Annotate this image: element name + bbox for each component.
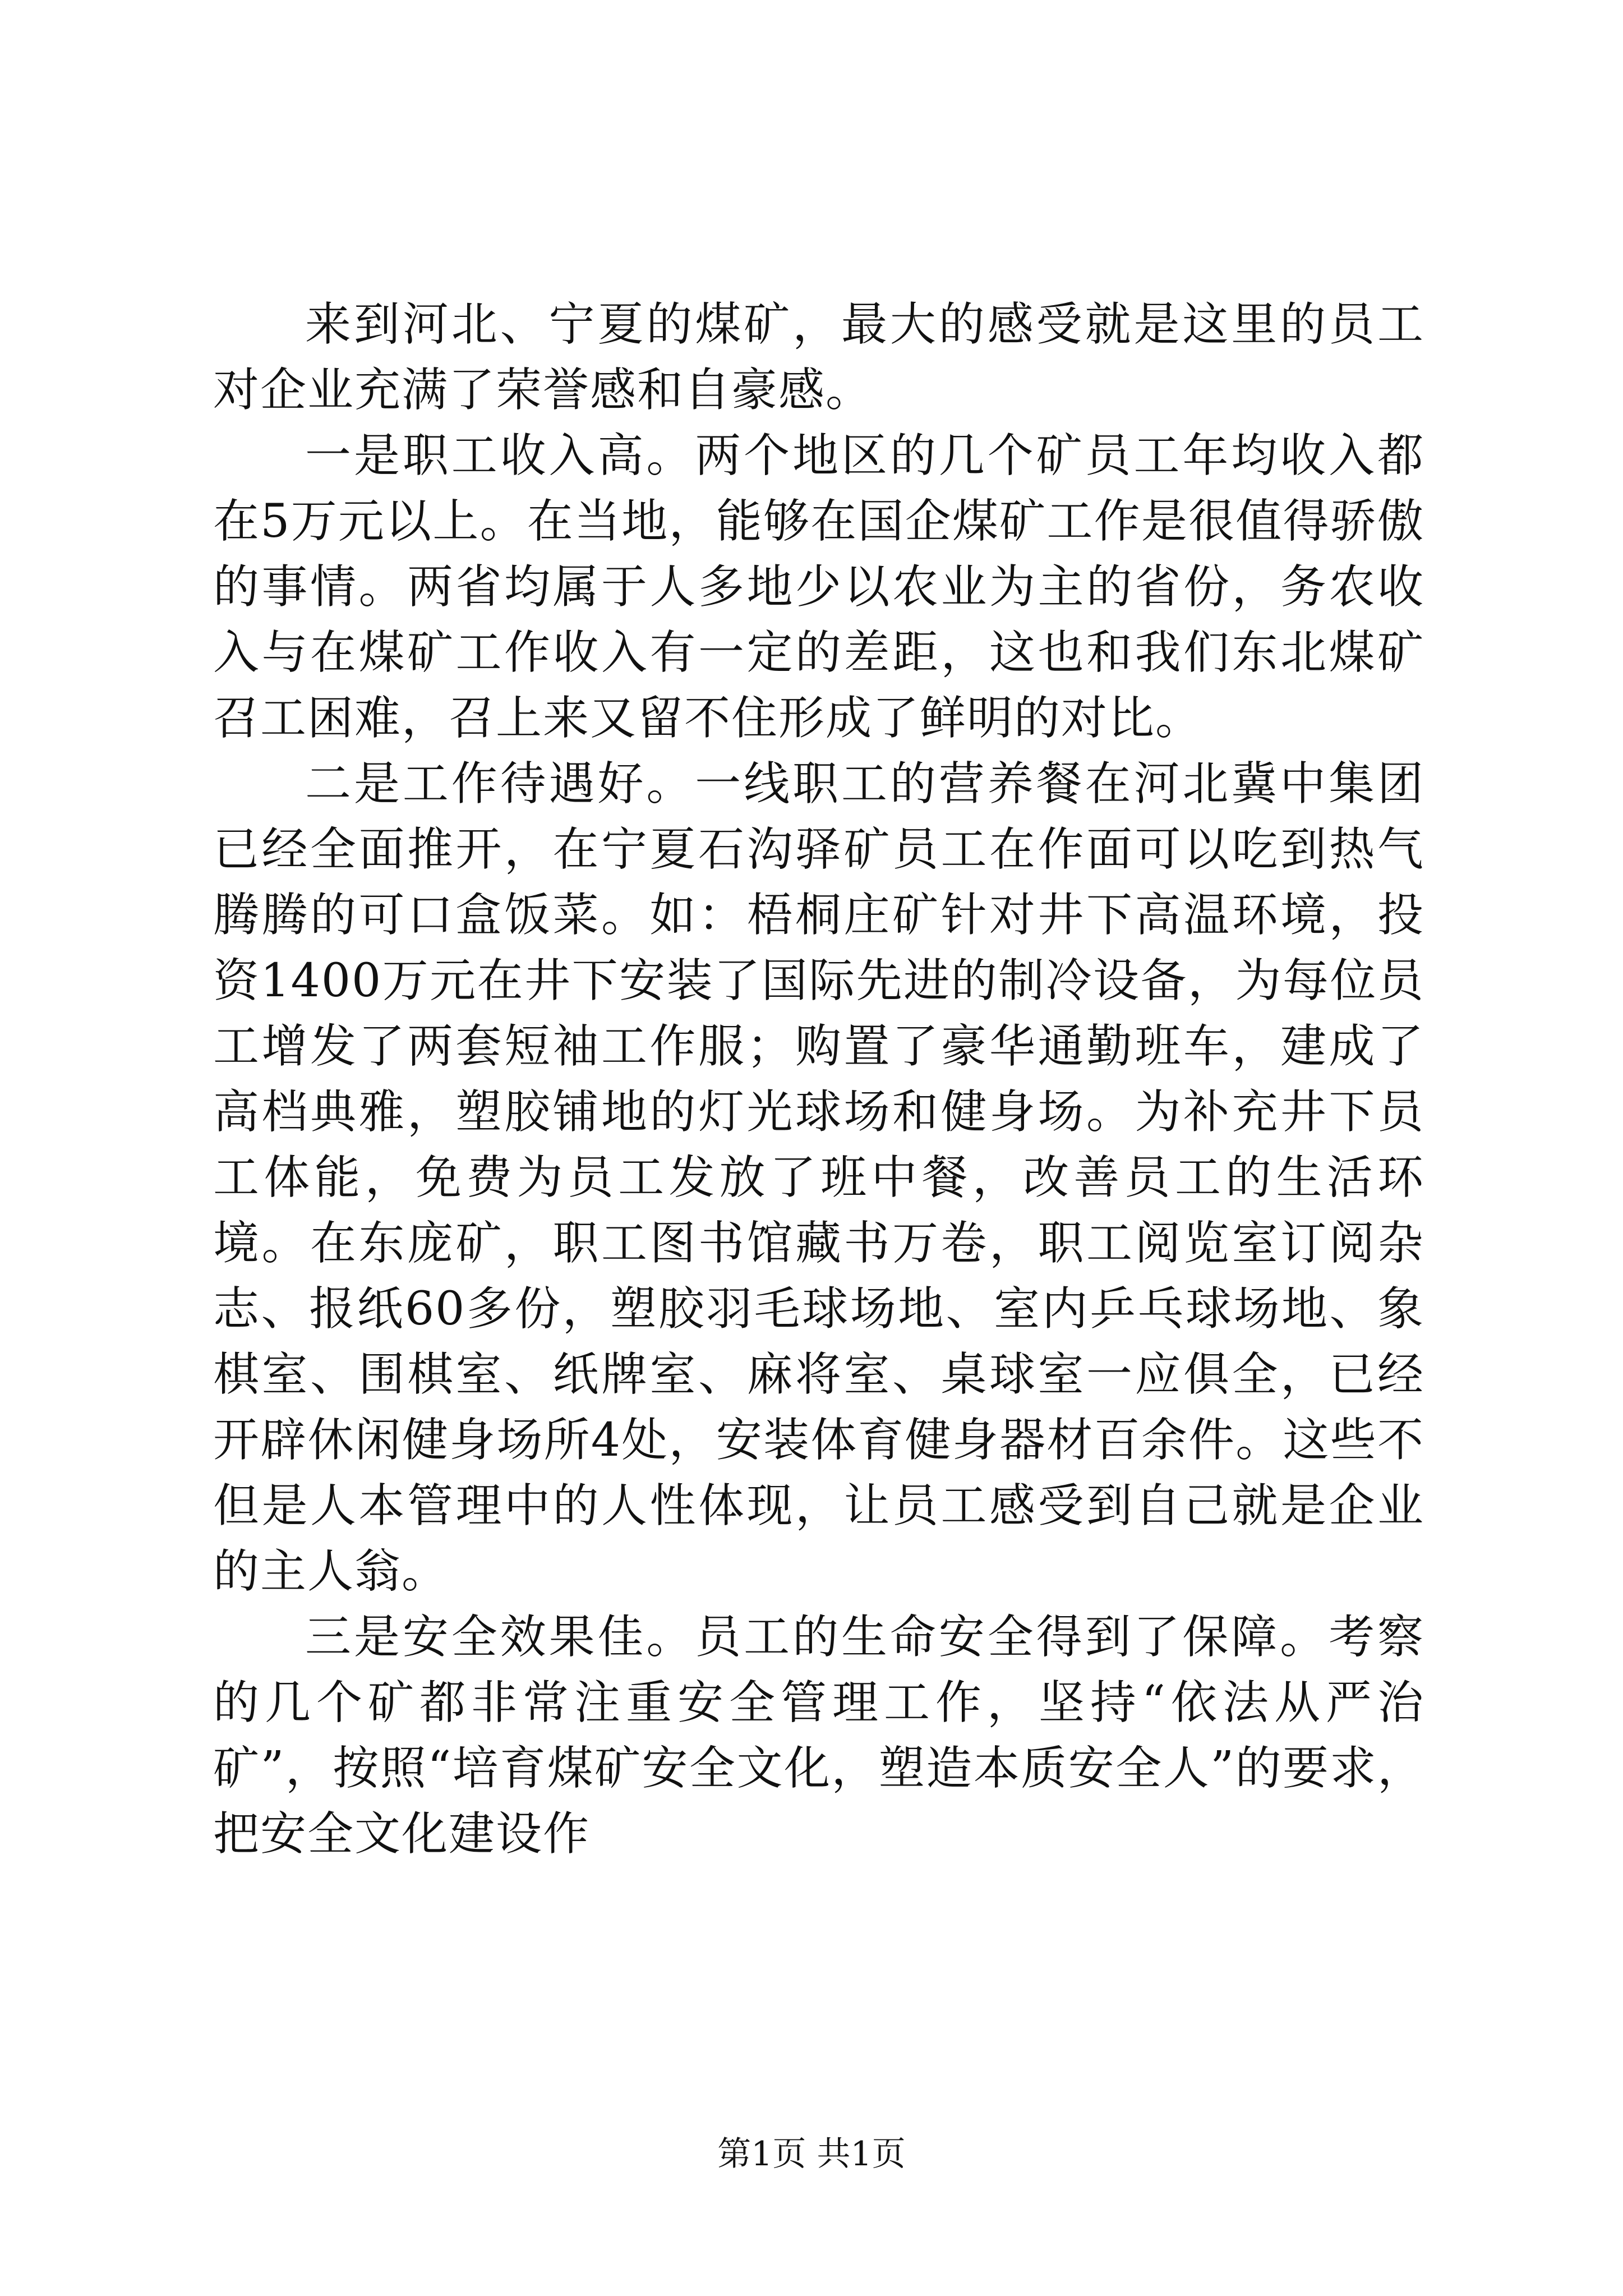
document-body	[213, 292, 1424, 1867]
paragraph-intro: 来到河北、宁夏的煤矿，最大的感受就是这里的员工对企业充满了荣誉感和自豪感。	[213, 298, 1424, 417]
paragraph-safety: 三是安全效果佳。员工的生命安全得到了保障。考察的几个矿都非常注重安全管理工作，坚持“依法从严治矿”，按照“培育煤矿安全文化，塑造本质安全人”的要求，把安全文化建设作	[213, 1611, 1424, 1861]
paragraph-income: 一是职工收入高。两个地区的几个矿员工年均收入都在5万元以上。在当地，能够在国企煤矿工作是很值得骄傲的事情。两省均属于人多地少以农业为主的省份，务农收入与在煤矿工作收入有一定的差距，这也和我们东北煤矿召工困难，召上来又留不住形成了鲜明的对比。	[213, 429, 1424, 745]
paragraph-treatment: 二是工作待遇好。一线职工的营养餐在河北冀中集团已经全面推开，在宁夏石沟驿矿员工在作面可以吃到热气腾腾的可口盒饭菜。如：梧桐庄矿针对井下高温环境，投资1400万元在井下安装了国际先进的制冷设备，为每位员工增发了两套短袖工作服；购置了豪华通勤班车，建成了高档典雅，塑胶铺地的灯光球场和健身场。为补充井下员工体能，免费为员工发放了班中餐，改善员工的生活环境。在东庞矿，职工图书馆藏书万卷，职工阅览室订阅杂志、报纸60多份，塑胶羽毛球场地、室内乒乓球场地、象棋室、围棋室、纸牌室、麻将室、桌球室一应俱全，已经开辟休闲健身场所4处，安装体育健身器材百余件。这些不但是人本管理中的人性体现，让员工感受到自己就是企业的主人翁。	[213, 757, 1424, 1598]
page-footer: 第1页 共1页	[717, 2134, 906, 2174]
